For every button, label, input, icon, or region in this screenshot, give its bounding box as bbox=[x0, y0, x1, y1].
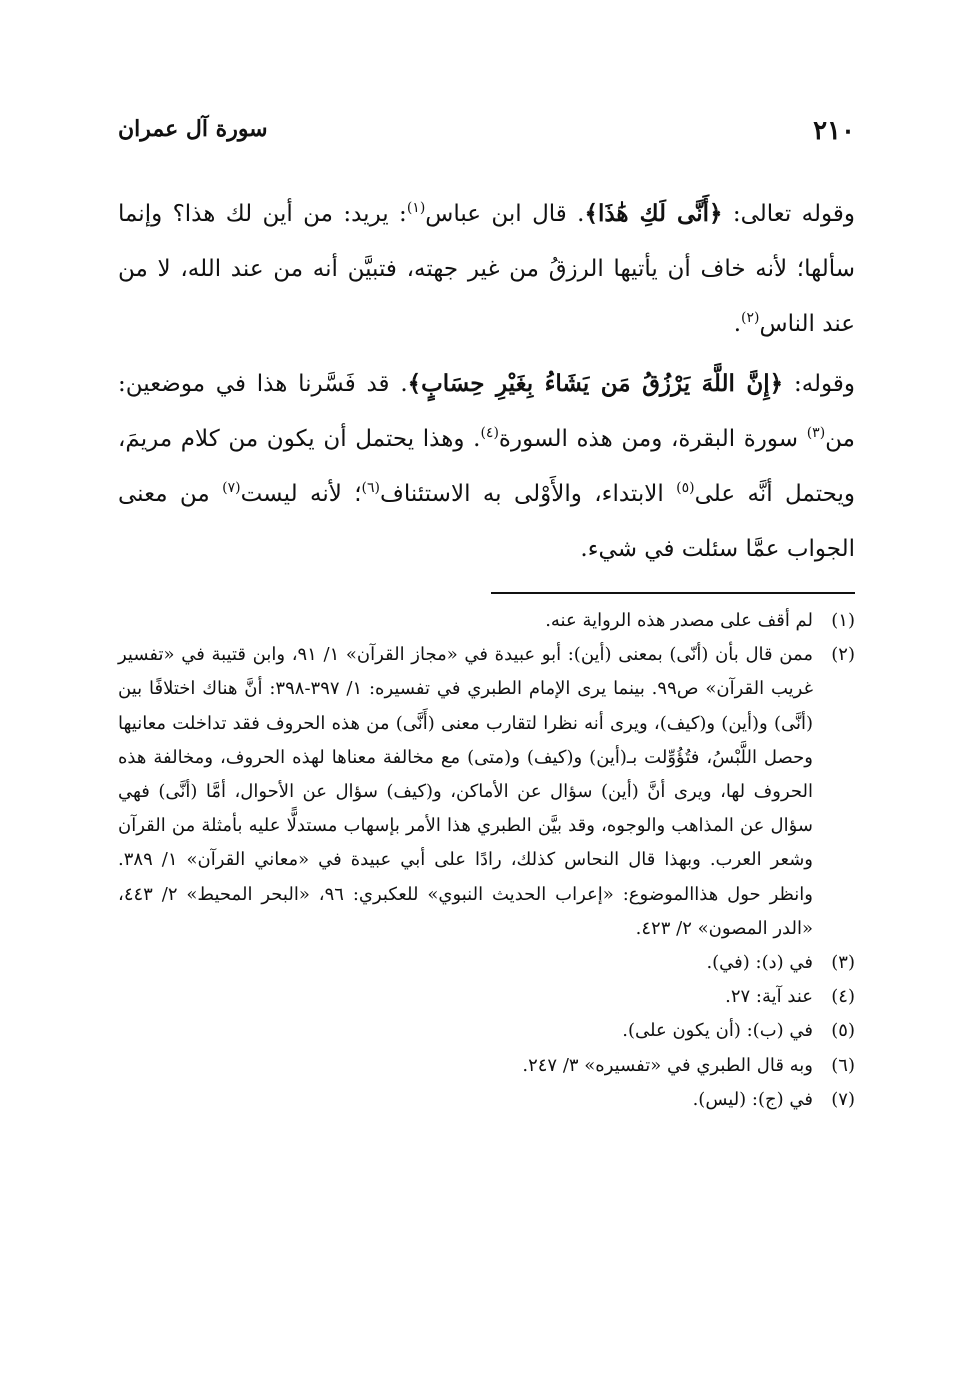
footnote-ref-4[interactable]: (٤) bbox=[480, 425, 499, 441]
p2-end: من معنى الجواب عمَّا سئلت في شيء. bbox=[118, 481, 855, 562]
paragraph-2 bbox=[118, 356, 855, 577]
footnote-text: لم أقف على مصدر هذه الرواية عنه. bbox=[545, 610, 813, 631]
footnote-5 bbox=[118, 1014, 855, 1048]
p2-intro: وقوله: bbox=[783, 371, 856, 397]
footnote-number: (٢) bbox=[831, 644, 855, 666]
p1-intro: وقوله تعالى: bbox=[722, 201, 855, 227]
footnote-number: (٥) bbox=[831, 1020, 855, 1042]
footnote-ref-6[interactable]: (٦) bbox=[361, 480, 381, 496]
footnote-ref-2[interactable]: (٢) bbox=[741, 310, 760, 326]
footnote-4 bbox=[118, 980, 855, 1014]
footnote-3 bbox=[118, 946, 855, 980]
footnote-text: ممن قال بأن (أنّى) بمعنى (أين): أبو عبيدة في «مجاز القرآن» ١/ ٩١، وابن قتيبة في «تفسير غريب القرآن» ص٩٩. بينما يرى الإمام الطبري في تفسيره: ١/ ٣٩٧-٣٩٨: أنَّ هناك اختلافًا بين (أنَّى) و(أين) و(كيف)، ويرى أنه نظرا لتقارب معنى (أَنَّى) من هذه الحروف فقد تداخلت معانيها وحصل اللَّبْسُ، فتُؤُوِّلت بـ(أين) و(كيف) و(متى) مع مخالفة معناها لهذه الحروف، ومخالفة هذه الحروف لها، ويرى أنَّ (أين) سؤال عن الأماكن، و(كيف) سؤال عن الأحوال، أمَّا (أنَّى) فهي سؤال عن المذاهب والوجوه، وقد بيَّن الطبري هذا الأمر بإسهاب مستدلًّا عليه بأمثلة من القرآن وشعر العرب. وبهذا قال النحاس كذلك، رادًا على أبي عبيدة في «معاني القرآن» ١/ ٣٨٩. وانظر حول هذاالموضوع: «إعراب الحديث النبوي» للعكبري: ٩٦، «البحر المحيط» ٢/ ٤٤٣، «الدر المصون» ٢/ ٤٢٣. bbox=[118, 644, 813, 939]
footnote-ref-5[interactable]: (٥) bbox=[676, 480, 695, 496]
footnote-ref-1[interactable]: (١) bbox=[406, 200, 426, 216]
p2-text-d: الابتداء، والأَوْلى به الاستئناف bbox=[380, 481, 677, 507]
footnote-text: وبه قال الطبري في «تفسيره» ٣/ ٢٤٧. bbox=[522, 1054, 813, 1076]
p1-text-a: . قال ابن عباس bbox=[425, 201, 585, 227]
footnote-7 bbox=[118, 1083, 855, 1117]
p1-text-b: : يريد: من أين لك هذا؟ وإنما سألها؛ لأنه خاف أن يأتيها الرزقُ من غير جهته، فتبيَّن أنه من عند الله، لا من عند الناس bbox=[118, 201, 855, 337]
footnote-separator bbox=[491, 592, 855, 594]
footnote-number: (٤) bbox=[831, 986, 855, 1008]
p2-text-b: سورة البقرة، ومن هذه السورة bbox=[498, 426, 807, 452]
page-number: ٢١٠ bbox=[813, 116, 855, 146]
surah-title: سورة آل عمران bbox=[118, 116, 268, 142]
footnote-text: في (ج): (ليس). bbox=[692, 1088, 813, 1110]
footnote-number: (٣) bbox=[831, 952, 855, 974]
footnote-number: (٧) bbox=[831, 1088, 855, 1110]
footnote-text: في (د): (في). bbox=[706, 952, 813, 974]
footnote-1 bbox=[118, 604, 855, 638]
p2-text-c: . وهذا يحتمل أن يكون من كلام مريمَ، ويحتمل أنَّه على bbox=[118, 426, 855, 507]
footnote-ref-3[interactable]: (٣) bbox=[806, 425, 826, 441]
p1-end: . bbox=[733, 311, 742, 337]
footnote-number: (٦) bbox=[831, 1054, 855, 1076]
quran-verse-1: ﴿أَنَّى لَكِ هَٰذَا﴾ bbox=[584, 200, 723, 227]
footnote-number: (١) bbox=[831, 610, 855, 631]
footnote-ref-7[interactable]: (٧) bbox=[222, 480, 241, 496]
footnote-2 bbox=[118, 638, 855, 946]
p2-text-e: ؛ لأنه ليست bbox=[240, 481, 362, 507]
p2-text-a: . قد فَسَّرنا هذا في موضعين: من bbox=[118, 371, 855, 452]
footnotes bbox=[118, 604, 855, 1117]
main-text bbox=[118, 186, 855, 581]
footnote-6 bbox=[118, 1049, 855, 1083]
footnote-text: في (ب): (أن يكون على). bbox=[622, 1020, 813, 1042]
paragraph-1 bbox=[118, 186, 855, 352]
page-header bbox=[118, 108, 855, 148]
quran-verse-2: ﴿إِنَّ اللَّهَ يَرْزُقُ مَن يَشَاءُ بِغَيْرِ حِسَابٍ﴾ bbox=[407, 370, 784, 397]
footnote-text: عند آية: ٢٧. bbox=[725, 986, 813, 1008]
